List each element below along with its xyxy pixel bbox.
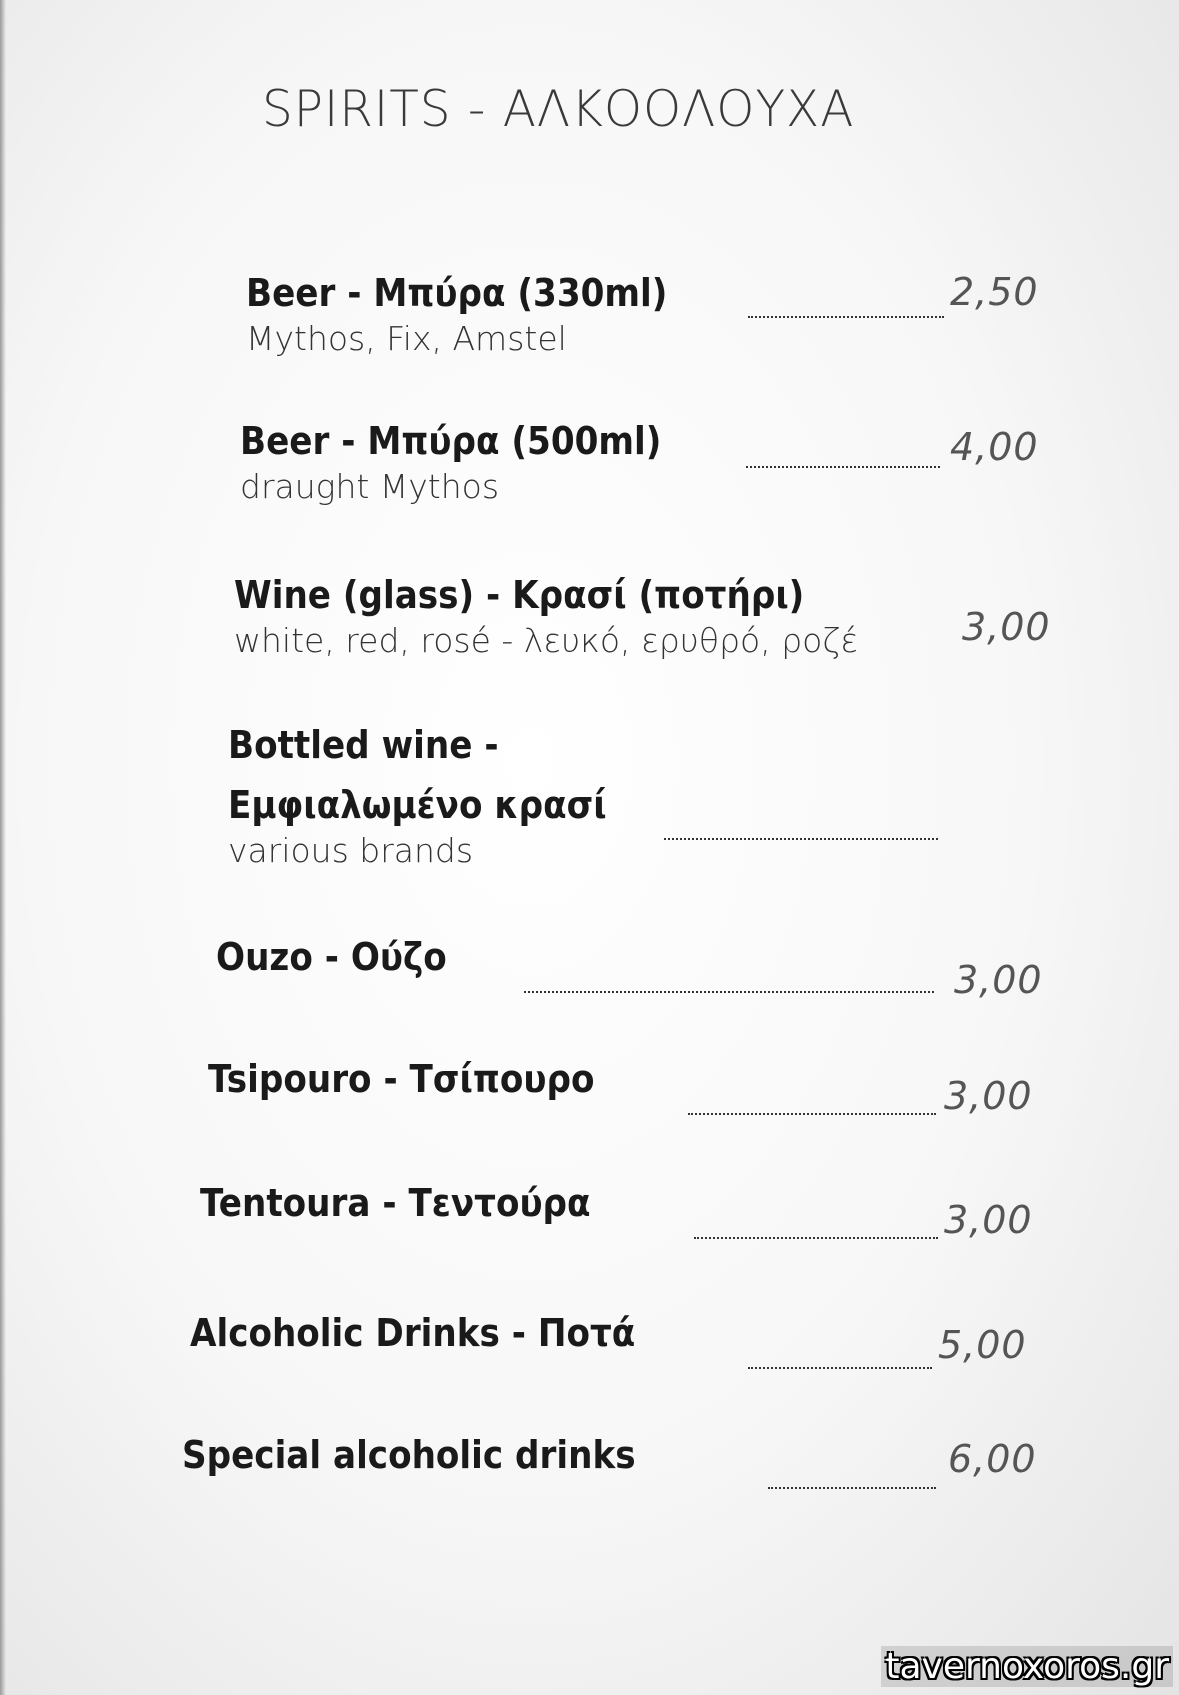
menu-item-beer-500 <box>240 418 708 508</box>
item-name: Alcoholic Drinks - Ποτά <box>190 1311 636 1355</box>
dot-leader <box>664 838 938 840</box>
menu-item-beer-330 <box>246 270 714 360</box>
item-price: 2,50 <box>950 270 1039 314</box>
item-price: 3,00 <box>944 1074 1033 1118</box>
item-price: 5,00 <box>938 1323 1027 1367</box>
item-name: Beer - Μπύρα (330ml) <box>246 271 668 315</box>
item-name: Special alcoholic drinks <box>182 1433 636 1477</box>
dot-leader <box>768 1487 936 1489</box>
item-price: 3,00 <box>962 605 1051 649</box>
dot-leader <box>748 316 944 318</box>
page-edge-shadow <box>0 0 6 1695</box>
item-price: 3,00 <box>954 958 1043 1002</box>
menu-item-bottled-wine <box>228 722 649 872</box>
menu-item-special-drinks <box>182 1432 686 1478</box>
item-description: draught Mythos <box>240 467 500 506</box>
item-price: 6,00 <box>948 1437 1037 1481</box>
dot-leader <box>688 1113 936 1115</box>
dot-leader <box>524 991 934 993</box>
menu-title: SPIRITS - ΑΛΚΟΟΛΟΥΧΑ <box>262 80 855 138</box>
item-name-line2: Εμφιαλωμένο κρασί <box>228 783 607 827</box>
menu-item-wine-glass <box>234 572 868 662</box>
item-name: Ouzo - Ούζο <box>216 935 447 979</box>
item-name-line1: Bottled wine - <box>228 723 499 767</box>
dot-leader <box>694 1237 938 1239</box>
item-price: 4,00 <box>950 425 1039 469</box>
menu-item-ouzo <box>216 934 472 980</box>
item-price: 3,00 <box>944 1198 1033 1242</box>
item-name: Beer - Μπύρα (500ml) <box>240 419 662 463</box>
item-description: white, red, rosé - λευκό, ερυθρό, ροζέ <box>234 621 859 660</box>
watermark: tavernoxoros.gr <box>881 1646 1173 1687</box>
dot-leader <box>748 1367 932 1369</box>
item-description: Mythos, Fix, Amstel <box>246 319 567 358</box>
item-name: Tsipouro - Τσίπουρο <box>208 1057 595 1101</box>
item-name: Tentoura - Τεντούρα <box>200 1181 591 1225</box>
menu-item-alcoholic-drinks <box>190 1310 685 1356</box>
menu-item-tentoura <box>200 1180 634 1226</box>
item-name: Wine (glass) - Κρασί (ποτήρι) <box>234 573 805 617</box>
menu-item-tsipouro <box>208 1056 637 1102</box>
item-description: various brands <box>228 831 474 870</box>
dot-leader <box>746 466 940 468</box>
